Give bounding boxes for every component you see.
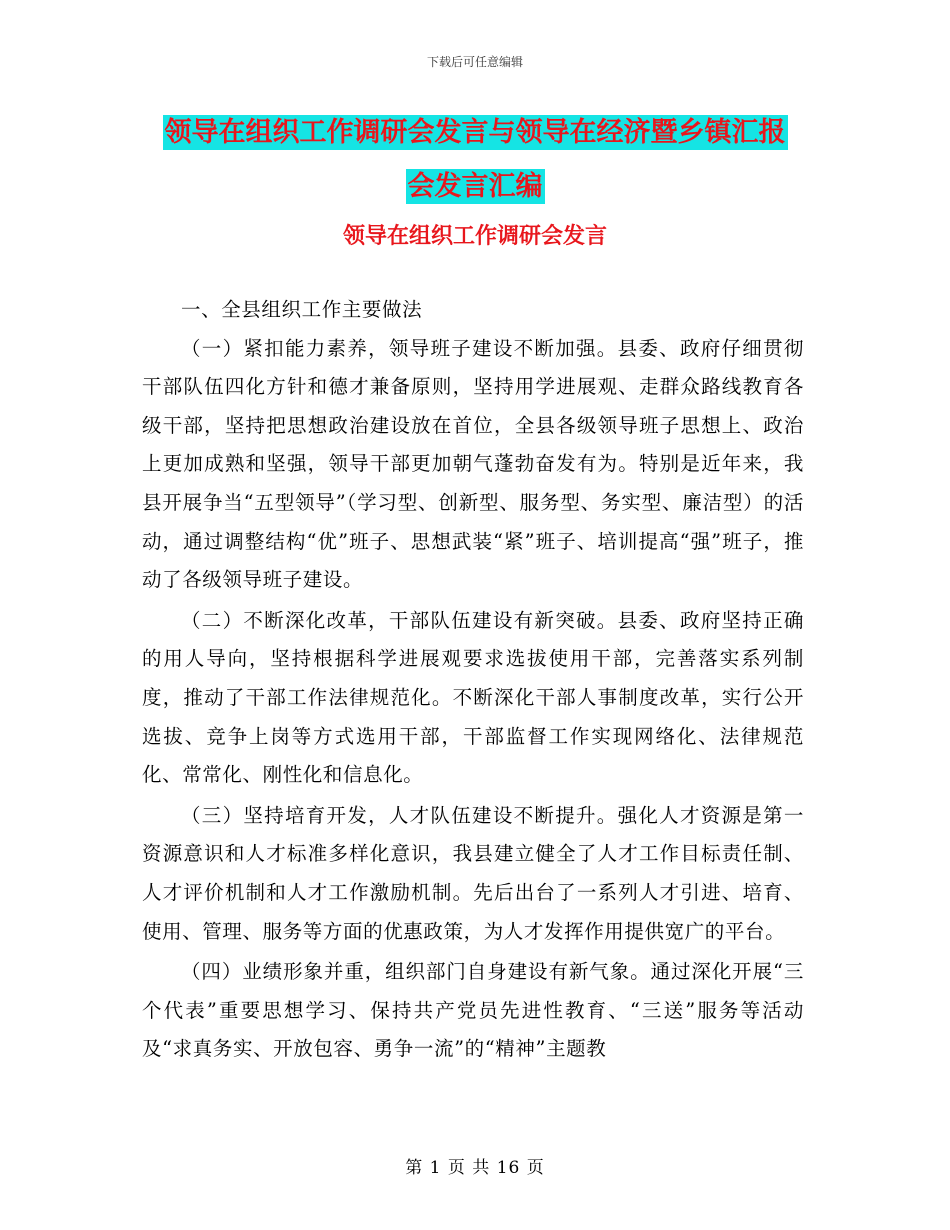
document-title-line-2 xyxy=(0,160,950,214)
paragraph-2: （二）不断深化改革，干部队伍建设有新突破。县委、政府坚持正确的用人导向，坚持根据科学进展观要求选拔使用干部，完善落实系列制度，推动了干部工作法律规范化。不断深化干部人事制度改革，实行公开选拔、竞争上岗等方式选用干部，干部监督工作实现网络化、法律规范化、常常化、刚性化和信息化。 xyxy=(142,608,804,787)
section-title: 领导在组织工作调研会发言 xyxy=(342,224,607,249)
paragraph-1: （一）紧扣能力素养，领导班子建设不断加强。县委、政府仔细贯彻干部队伍四化方针和德才兼备原则，坚持用学进展观、走群众路线教育各级干部，坚持把思想政治建设放在首位，全县各级领导班子思想上、政治上更加成熟和坚强，领导干部更加朝气蓬勃奋发有为。特别是近年来，我县开展争当“五型领导”（学习型、创新型、服务型、务实型、廉洁型）的活动，通过调整结构“优”班子、思想武装“紧”班子、培训提高“强”班子，推动了各级领导班子建设。 xyxy=(142,336,804,592)
heading-level-1: 一、全县组织工作主要做法 xyxy=(181,298,423,321)
title-highlight-1: 领导在组织工作调研会发言与领导在经济暨乡镇汇报 xyxy=(164,117,786,148)
document-title-line-1 xyxy=(0,106,950,160)
paragraph-3: （三）坚持培育开发，人才队伍建设不断提升。强化人才资源是第一资源意识和人才标准多样化意识，我县建立健全了人才工作目标责任制、人才评价机制和人才工作激励机制。先后出台了一系列人才引进、培育、使用、管理、服务等方面的优惠政策，为人才发挥作用提供宽广的平台。 xyxy=(142,803,804,943)
title-highlight-2: 会发言汇编 xyxy=(407,171,543,202)
document-title xyxy=(0,106,950,214)
header-note: 下载后可任意编辑 xyxy=(426,55,523,69)
document-body xyxy=(142,291,804,1069)
paragraph-4: （四）业绩形象并重，组织部门自身建设有新气象。通过深化开展“三个代表”重要思想学习、保持共产党员先进性教育、“三送”服务等活动及“求真务实、开放包容、勇争一流”的“精神”主题教 xyxy=(142,960,804,1061)
page-number-footer: 第 1 页 共 16 页 xyxy=(405,1158,545,1178)
